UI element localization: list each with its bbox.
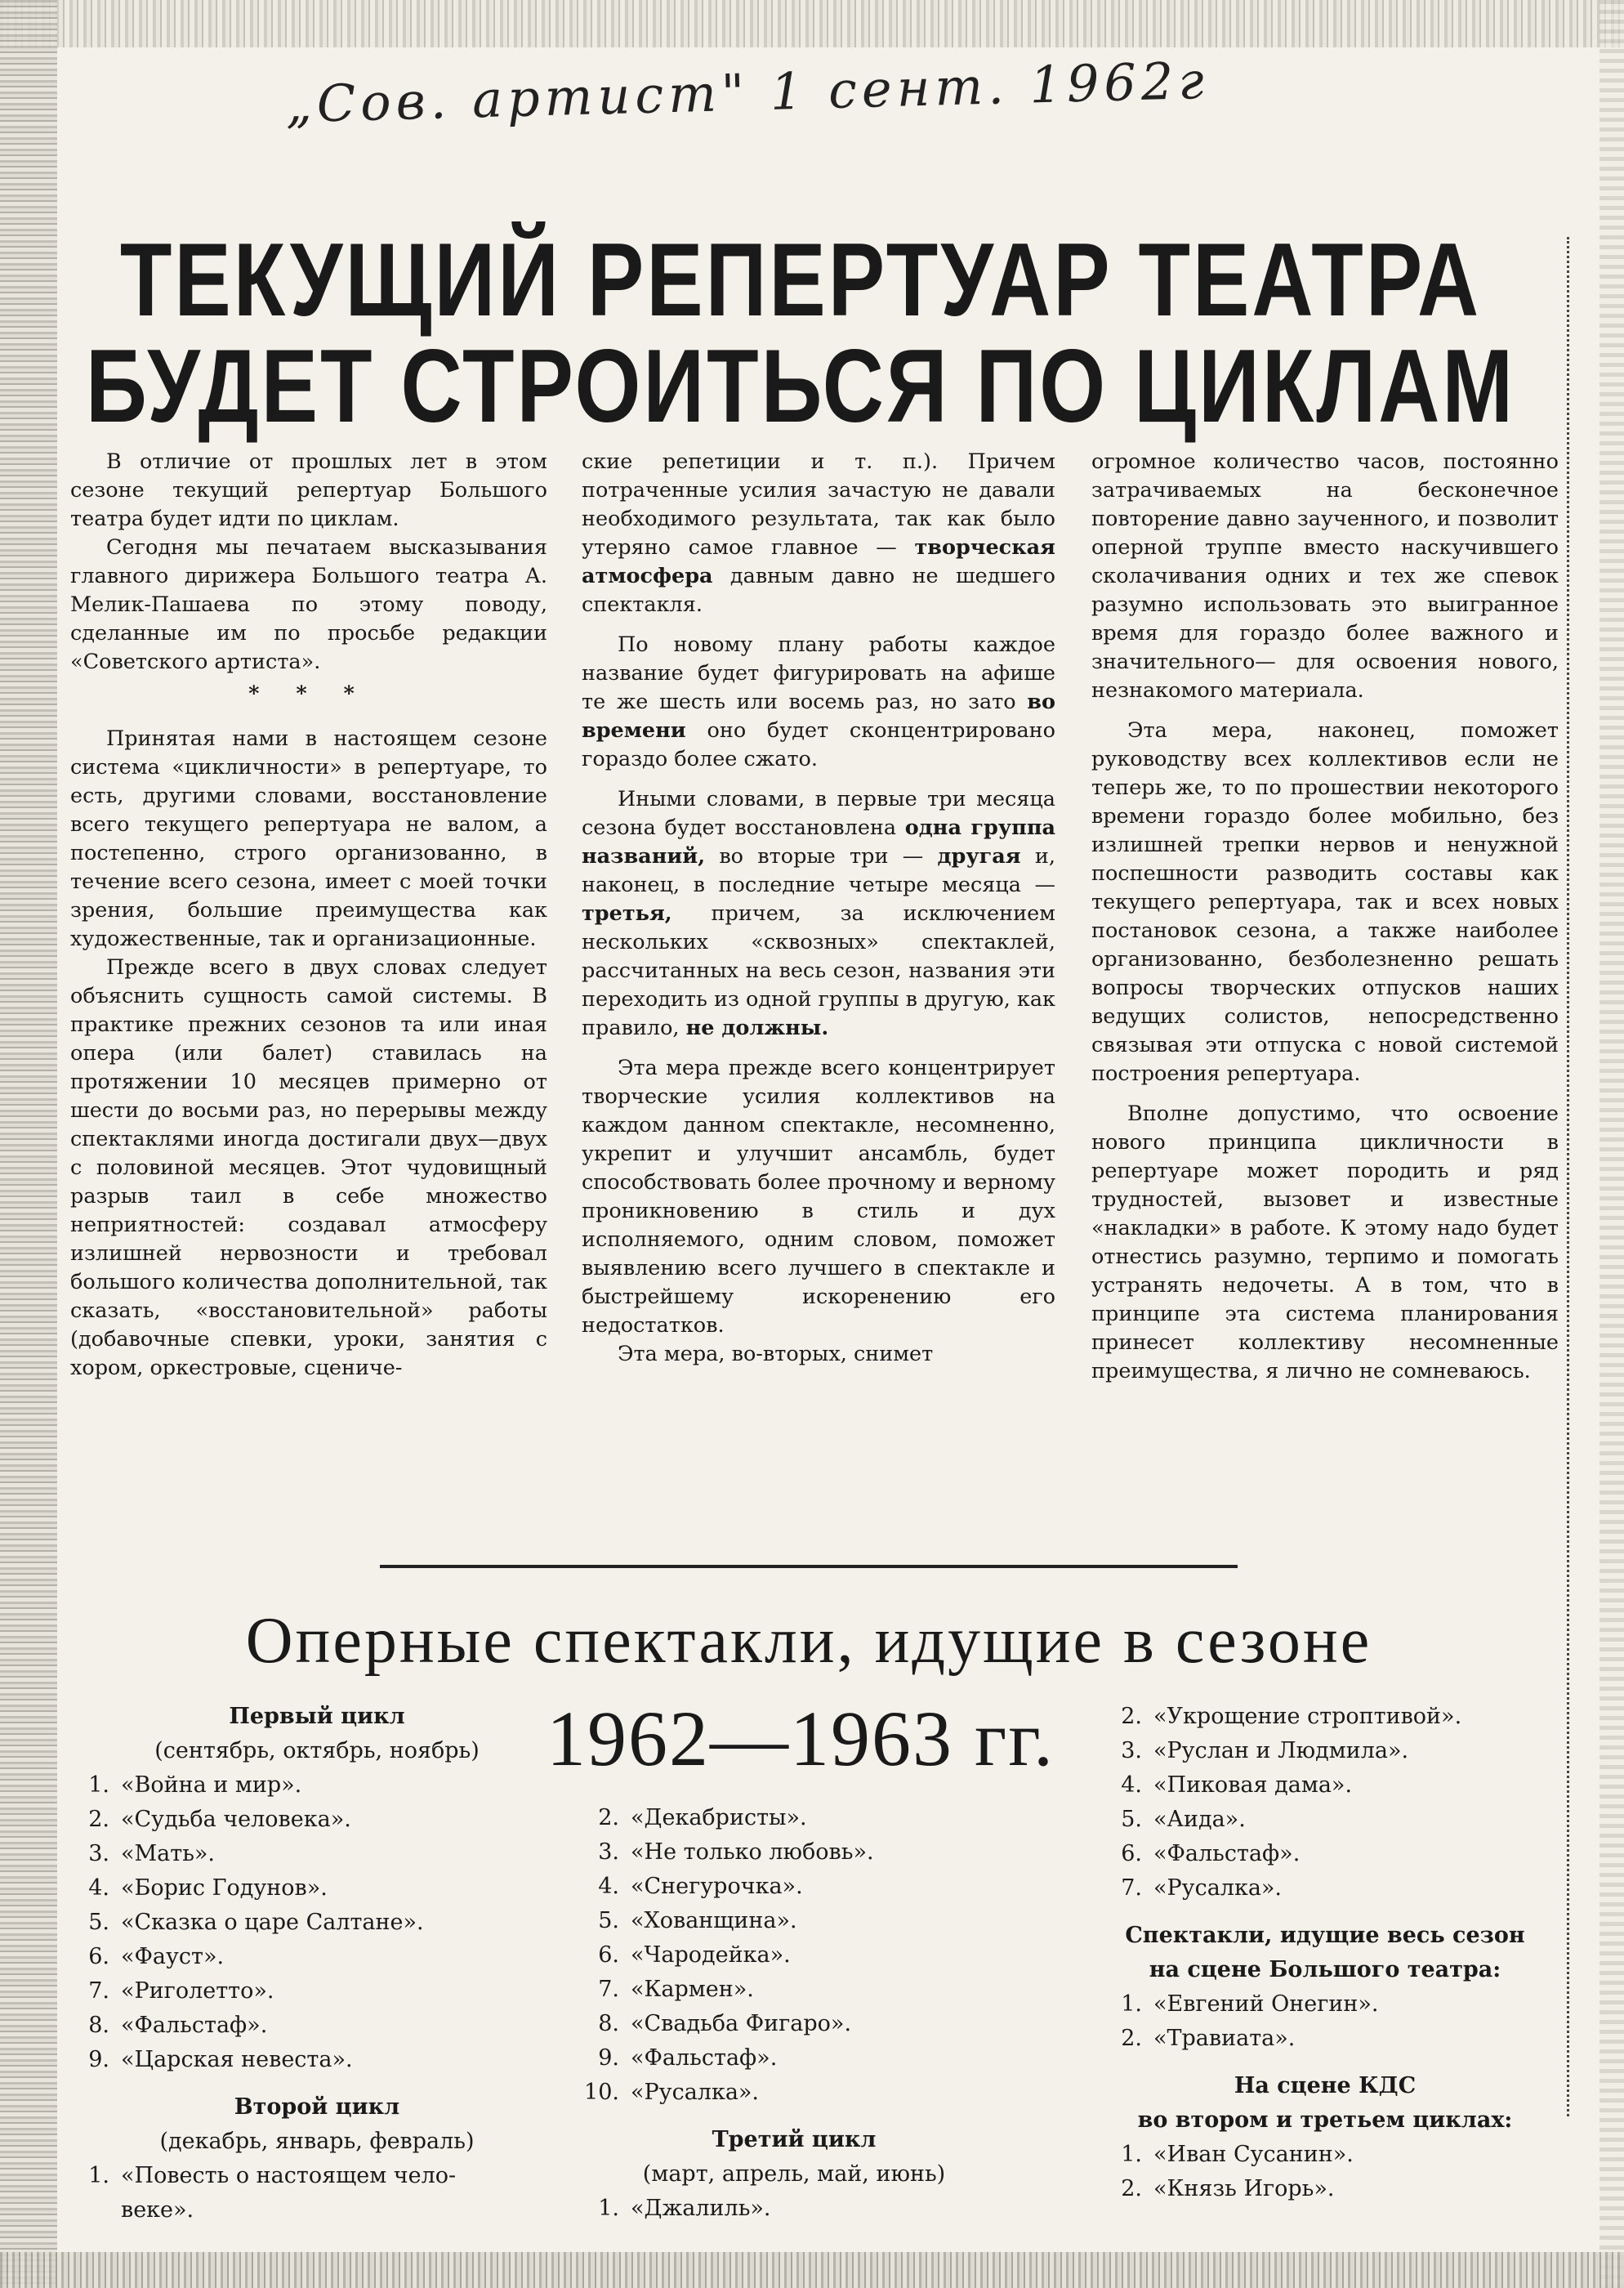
article-paragraph: В отличие от прошлых лет в этом сезоне текущий репертуар Большого театра будет идти по циклам. (70, 449, 547, 531)
opera-title: «Декабристы». (631, 1805, 807, 1830)
opera-title: «Война и мир». (121, 1772, 302, 1798)
opera-list-item (72, 2159, 562, 2193)
opera-title: «Иван Сусанин». (1153, 2142, 1354, 2167)
list-item-number: 3. (88, 1841, 109, 1866)
cycle-3-months: (март, апрель, май, июнь) (642, 2161, 946, 2187)
opera-list-item (1104, 2022, 1562, 2056)
opera-title: «Укрощение строптивой». (1153, 1704, 1462, 1729)
opera-list-item (582, 1973, 1039, 2007)
list-item-number: 1. (88, 2163, 109, 2188)
scan-edge-bottom (0, 2252, 1624, 2288)
list-item-number: 4. (598, 1874, 619, 1899)
cycle-1-header: Первый цикл (229, 1704, 405, 1729)
opera-title: «Фальстаф». (121, 2013, 268, 2038)
opera-title: «Русалка». (1153, 1875, 1283, 1901)
list-item-number: 5. (88, 1910, 109, 1935)
torn-edge-line (1567, 237, 1569, 2116)
opera-title: «Фауст». (121, 1944, 225, 1969)
list-item-number: 9. (88, 2047, 109, 2072)
article-paragraph: Прежде всего в двух словах следует объяснить сущность самой системы. В практике прежних сезонов та или иная опера (или балет) ставилась на протяжении 10 месяцев примерно от шести до восьми раз, но перерывы между спектаклями иногда достигали двух—двух с половиной месяцев. Этот чудовищный разрыв таил в себе множество неприятностей: создавал атмосферу излишней нервозности и требовал большого количества дополнительной, так сказать, «восстановительной» работы (добавочные спевки, уроки, занятия с хором, оркестровые, сцениче- (70, 955, 547, 1380)
opera-list-item (72, 1803, 562, 1837)
article-paragraph: Принятая нами в настоящем сезоне система «цикличности» в репертуаре, то есть, другими словами, восстановление всего текущего репертуара не валом, а постепенно, строго организованно, в течение всего сезона, имеет с моей точки зрения, большие преимущества как художественные, так и организационные. (70, 726, 547, 951)
opera-list-item (1104, 1734, 1562, 1768)
article-column-3 (1091, 448, 1559, 1386)
opera-title: «Не только любовь». (631, 1839, 874, 1865)
opera-title: «Руслан и Людмила». (1153, 1738, 1409, 1763)
opera-list-item (1104, 1871, 1562, 1906)
article-paragraph: Эта мера, во-вторых, снимет (618, 1342, 934, 1366)
opera-title: «Князь Игорь». (1153, 2176, 1335, 2201)
opera-title: «Свадьба Фигаро». (631, 2011, 852, 2036)
opera-title: «Джалиль». (631, 2196, 771, 2221)
article-paragraph: Эта мера, наконец, поможет руководству всех коллективов если не теперь же, то по прошествии некоторого времени гораздо более мобильно, без излишней трепки нервов и ненужной поспешности разводить составы как текущего репертуара, так и всех новых постановок сезона, а также наиболее организованно, безболезненно решать вопросы творческих отпусков наших ведущих солистов, непосредственно связывая эти отпуска с новой системой построения репертуара. (1091, 718, 1559, 1086)
opera-list-item (72, 2193, 562, 2228)
opera-list-item (582, 1801, 1039, 1835)
list-item-number: 7. (88, 1978, 109, 2004)
opera-list-item (582, 1835, 1039, 1870)
list-item-number: 1. (598, 2196, 619, 2221)
opera-list-item (72, 1974, 562, 2009)
list-item-number: 8. (88, 2013, 109, 2038)
opera-title: «Царская невеста». (121, 2047, 353, 2072)
season-long-header-2: на сцене Большого театра: (1149, 1957, 1501, 1982)
section-separator: * * * (248, 681, 369, 706)
listing-column-3 (1104, 1700, 1562, 2206)
scan-edge-right (1599, 0, 1624, 2288)
handwritten-source-note: „Сов. артист" 1 сент. 1962г (284, 50, 1210, 135)
opera-list-item (72, 2009, 562, 2043)
list-item-number: 1. (1121, 1991, 1142, 2017)
opera-title: «Борис Годунов». (121, 1875, 328, 1901)
section-divider (380, 1565, 1238, 1568)
listing-column-2 (582, 1801, 1039, 2226)
list-item-number: 2. (598, 1805, 619, 1830)
opera-title: «Сказка о царе Салтане». (121, 1910, 424, 1935)
opera-title: веке». (121, 2197, 194, 2223)
opera-title: «Русалка». (631, 2080, 760, 2105)
opera-title: «Евгений Онегин». (1153, 1991, 1379, 2017)
list-item-number: 5. (598, 1908, 619, 1933)
opera-list-item (72, 2043, 562, 2077)
article-paragraph: огромное количество часов, постоянно затрачиваемых на бесконечное повторение давно заученного, и позволит оперной труппе вместо наскучившего сколачивания одних и тех же спевок разумно использовать это выигранное время для гораздо более важного и значительного— для освоения нового, незнакомого материала. (1091, 449, 1559, 703)
scan-edge-top (0, 0, 1624, 47)
opera-title: «Хованщина». (631, 1908, 797, 1933)
opera-list-item (72, 1940, 562, 1974)
opera-list-item (1104, 1837, 1562, 1871)
listing-column-1 (72, 1700, 562, 2228)
opera-list-item (1104, 2138, 1562, 2172)
list-item-number: 1. (88, 1772, 109, 1798)
list-item-number: 4. (1121, 1772, 1142, 1798)
list-item-number: 6. (88, 1944, 109, 1969)
article-column-1 (70, 448, 547, 1383)
opera-title: «Кармен». (631, 1977, 754, 2002)
opera-title: «Фальстаф». (631, 2045, 778, 2071)
opera-list-item (1104, 1803, 1562, 1837)
opera-title: «Пиковая дама». (1153, 1772, 1353, 1798)
opera-list-item (1104, 2172, 1562, 2206)
list-item-number: 1. (1121, 2142, 1142, 2167)
opera-title: «Мать». (121, 1841, 216, 1866)
list-item-number: 5. (1121, 1807, 1142, 1832)
opera-list-item (582, 2192, 1039, 2226)
list-item-number: 2. (1121, 2026, 1142, 2051)
list-item-number: 6. (598, 1942, 619, 1968)
opera-list-item (1104, 1700, 1562, 1734)
list-item-number: 7. (1121, 1875, 1142, 1901)
list-item-number: 4. (88, 1875, 109, 1901)
opera-list-item (582, 1870, 1039, 1904)
cycle-2-months: (декабрь, январь, февраль) (159, 2129, 475, 2154)
cycle-2-header: Второй цикл (234, 2094, 400, 2120)
article-paragraph: Вполне допустимо, что освоение нового принципа цикличности в репертуаре может породить и ряд трудностей, вызовет и известные «накладки» в работе. К этому надо будет отнестись разумно, терпимо и помогать устранять недочеты. А в том, что в принципе эта система планирования принесет коллективу несомненные преимущества, я лично не сомневаюсь. (1091, 1102, 1559, 1383)
opera-list-item (72, 1871, 562, 1906)
listing-years: 1962—1963 гг. (547, 1695, 1055, 1782)
list-item-number: 8. (598, 2011, 619, 2036)
opera-title: «Судьба человека». (121, 1807, 351, 1832)
list-item-number: 7. (598, 1977, 619, 2002)
opera-title: «Риголетто». (121, 1978, 274, 2004)
listing-title: Оперные спектакли, идущие в сезоне (245, 1605, 1372, 1677)
opera-list-item (72, 1906, 562, 1940)
opera-title: «Фальстаф». (1153, 1841, 1301, 1866)
list-item-number: 9. (598, 2045, 619, 2071)
list-item-number: 6. (1121, 1841, 1142, 1866)
opera-list-item (582, 1904, 1039, 1938)
list-item-number: 2. (88, 1807, 109, 1832)
opera-list-item (582, 2007, 1039, 2041)
season-long-header-1: Спектакли, идущие весь сезон (1125, 1923, 1525, 1948)
opera-list-item (582, 1938, 1039, 1973)
article-paragraph: Иными словами, в первые три месяца сезона будет восстановлена одна группа названий, во вторые три — другая и, наконец, в последние четыре месяца — третья, причем, за исключением нескольких «сквозных» спектаклей, рассчитанных на весь сезон, названия эти переходить из одной группы в другую, как правило, не должны. (582, 787, 1056, 1040)
opera-title: «Повесть о настоящем чело- (121, 2163, 457, 2188)
article-column-2 (582, 448, 1055, 1369)
kds-header-1: На сцене КДС (1234, 2073, 1417, 2098)
opera-list-item (1104, 1768, 1562, 1803)
opera-list-item (582, 2041, 1039, 2076)
opera-title: «Аида». (1153, 1807, 1246, 1832)
article-paragraph: По новому плану работы каждое название будет фигурировать на афише те же шесть или восемь раз, но зато во времени оно будет сконцентрировано гораздо более сжато. (582, 632, 1055, 771)
cycle-1-months: (сентябрь, октябрь, ноябрь) (154, 1738, 480, 1763)
opera-title: «Чародейка». (631, 1942, 791, 1968)
article-paragraph: ские репетиции и т. п.). Причем потраченные усилия зачастую не давали необходимого результата, так как было утеряно самое главное — творческая атмосфера давным давно не шедшего спектакля. (582, 449, 1055, 617)
headline-line-1: ТЕКУЩИЙ РЕПЕРТУАР ТЕАТРА (119, 222, 1482, 339)
opera-list-item (72, 1768, 562, 1803)
article-paragraph: Эта мера прежде всего концентрирует творческие усилия коллективов на каждом данном спектакле, несомненно, укрепит и улучшит ансамбль, будет способствовать более прочному и верному проникновению в стиль и дух исполняемого, одним словом, поможет выявлению всего лучшего в спектакле и быстрейшему искоренению его недостатков. (582, 1056, 1055, 1338)
list-item-number: 3. (1121, 1738, 1142, 1763)
opera-list-item (1104, 1987, 1562, 2022)
opera-list-item (72, 1837, 562, 1871)
opera-list-item (582, 2076, 1039, 2110)
list-item-number: 3. (598, 1839, 619, 1865)
cycle-3-header: Третий цикл (712, 2127, 877, 2152)
headline-line-2: БУДЕТ СТРОИТЬСЯ ПО ЦИКЛАМ (85, 328, 1516, 445)
article-paragraph: Сегодня мы печатаем высказывания главного дирижера Большого театра А. Мелик-Пашаева по этому поводу, сделанные им по просьбе редакции «Советского артиста». (70, 535, 547, 674)
opera-title: «Снегурочка». (631, 1874, 803, 1899)
kds-header-2: во втором и третьем циклах: (1137, 2107, 1513, 2133)
list-item-number: 2. (1121, 1704, 1142, 1729)
list-item-number: 2. (1121, 2176, 1142, 2201)
list-item-number: 10. (584, 2080, 619, 2105)
opera-title: «Травиата». (1153, 2026, 1296, 2051)
